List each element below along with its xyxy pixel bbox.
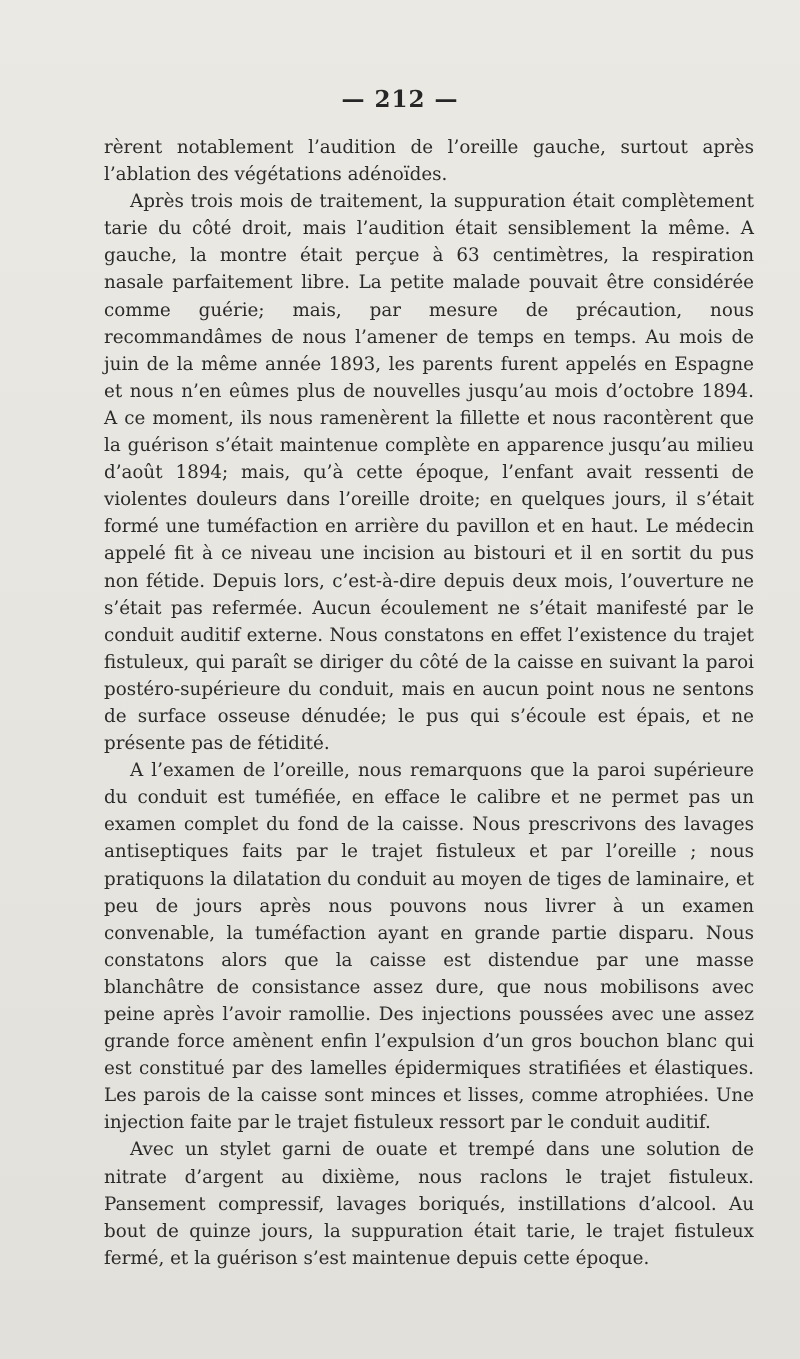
paragraph-examination: A l’examen de l’oreille, nous remarquons que la paroi supérieure du conduit est tuméfiée, en efface le calibre et ne permet pas un examen complet du fond de la caisse. Nous prescrivons des lavages antiseptiques faits par le trajet fistuleux et par l’oreille ; nous pratiquons la dilatation du conduit au moyen de tiges de laminaire, et peu de jours après nous pouvons nous livrer à un examen convenable, la tuméfaction ayant en grande partie disparu. Nous constatons alors que la caisse est distendue par une masse blanchâtre de consistance assez dure, que nous mobilisons avec peine après l’avoir ramollie. Des injections poussées avec une assez grande force amènent enfin l’expulsion d’un gros bouchon blanc qui est constitué par des lamelles épidermiques stratifiées et élastiques. Les parois de la caisse sont minces et lisses, comme atrophiées. Une injection faite par le trajet fistuleux ressort par le conduit auditif. — [104, 760, 754, 1134]
body-text — [104, 134, 754, 1272]
page-number: — 212 — — [341, 86, 459, 113]
paragraph-continuation: rèrent notablement l’audition de l’oreille gauche, surtout après l’ablation des végétations adénoïdes. — [104, 137, 754, 186]
paragraph-case-history: Après trois mois de traitement, la suppuration était complètement tarie du côté droit, mais l’audition était sensiblement la même. A gauche, la montre était perçue à 63 centimètres, la respiration nasale parfaitement libre. La petite malade pouvait être considérée comme guérie; mais, par mesure de précaution, nous recommandâmes de nous l’amener de temps en temps. Au mois de juin de la même année 1893, les parents furent appelés en Espagne et nous n’en eûmes plus de nouvelles jusqu’au mois d’octobre 1894. A ce moment, ils nous ramenèrent la fillette et nous racontèrent que la guérison s’était maintenue complète en apparence jusqu’au milieu d’août 1894; mais, qu’à cette époque, l’enfant avait ressenti de violentes douleurs dans l’oreille droite; en quelques jours, il s’était formé une tuméfaction en arrière du pavillon et en haut. Le médecin appelé fit à ce niveau une incision au bistouri et il en sortit du pus non fétide. Depuis lors, c’est-à-dire depuis deux mois, l’ouverture ne s’était pas refermée. Aucun écoulement ne s’était manifesté par le conduit auditif externe. Nous constatons en effet l’existence du trajet fistuleux, qui paraît se diriger du côté de la caisse en suivant la paroi postéro-supérieure du conduit, mais en aucun point nous ne sentons de surface osseuse dénudée; le pus qui s’écoule est épais, et ne présente pas de fétidité. — [104, 191, 754, 755]
paragraph-treatment: Avec un stylet garni de ouate et trempé dans une solution de nitrate d’argent au dixième, nous raclons le trajet fistuleux. Pansement compressif, lavages boriqués, instillations d’alcool. Au bout de quinze jours, la suppuration était tarie, le trajet fistuleux fermé, et la guérison s’est maintenue depuis cette époque. — [104, 1139, 754, 1269]
